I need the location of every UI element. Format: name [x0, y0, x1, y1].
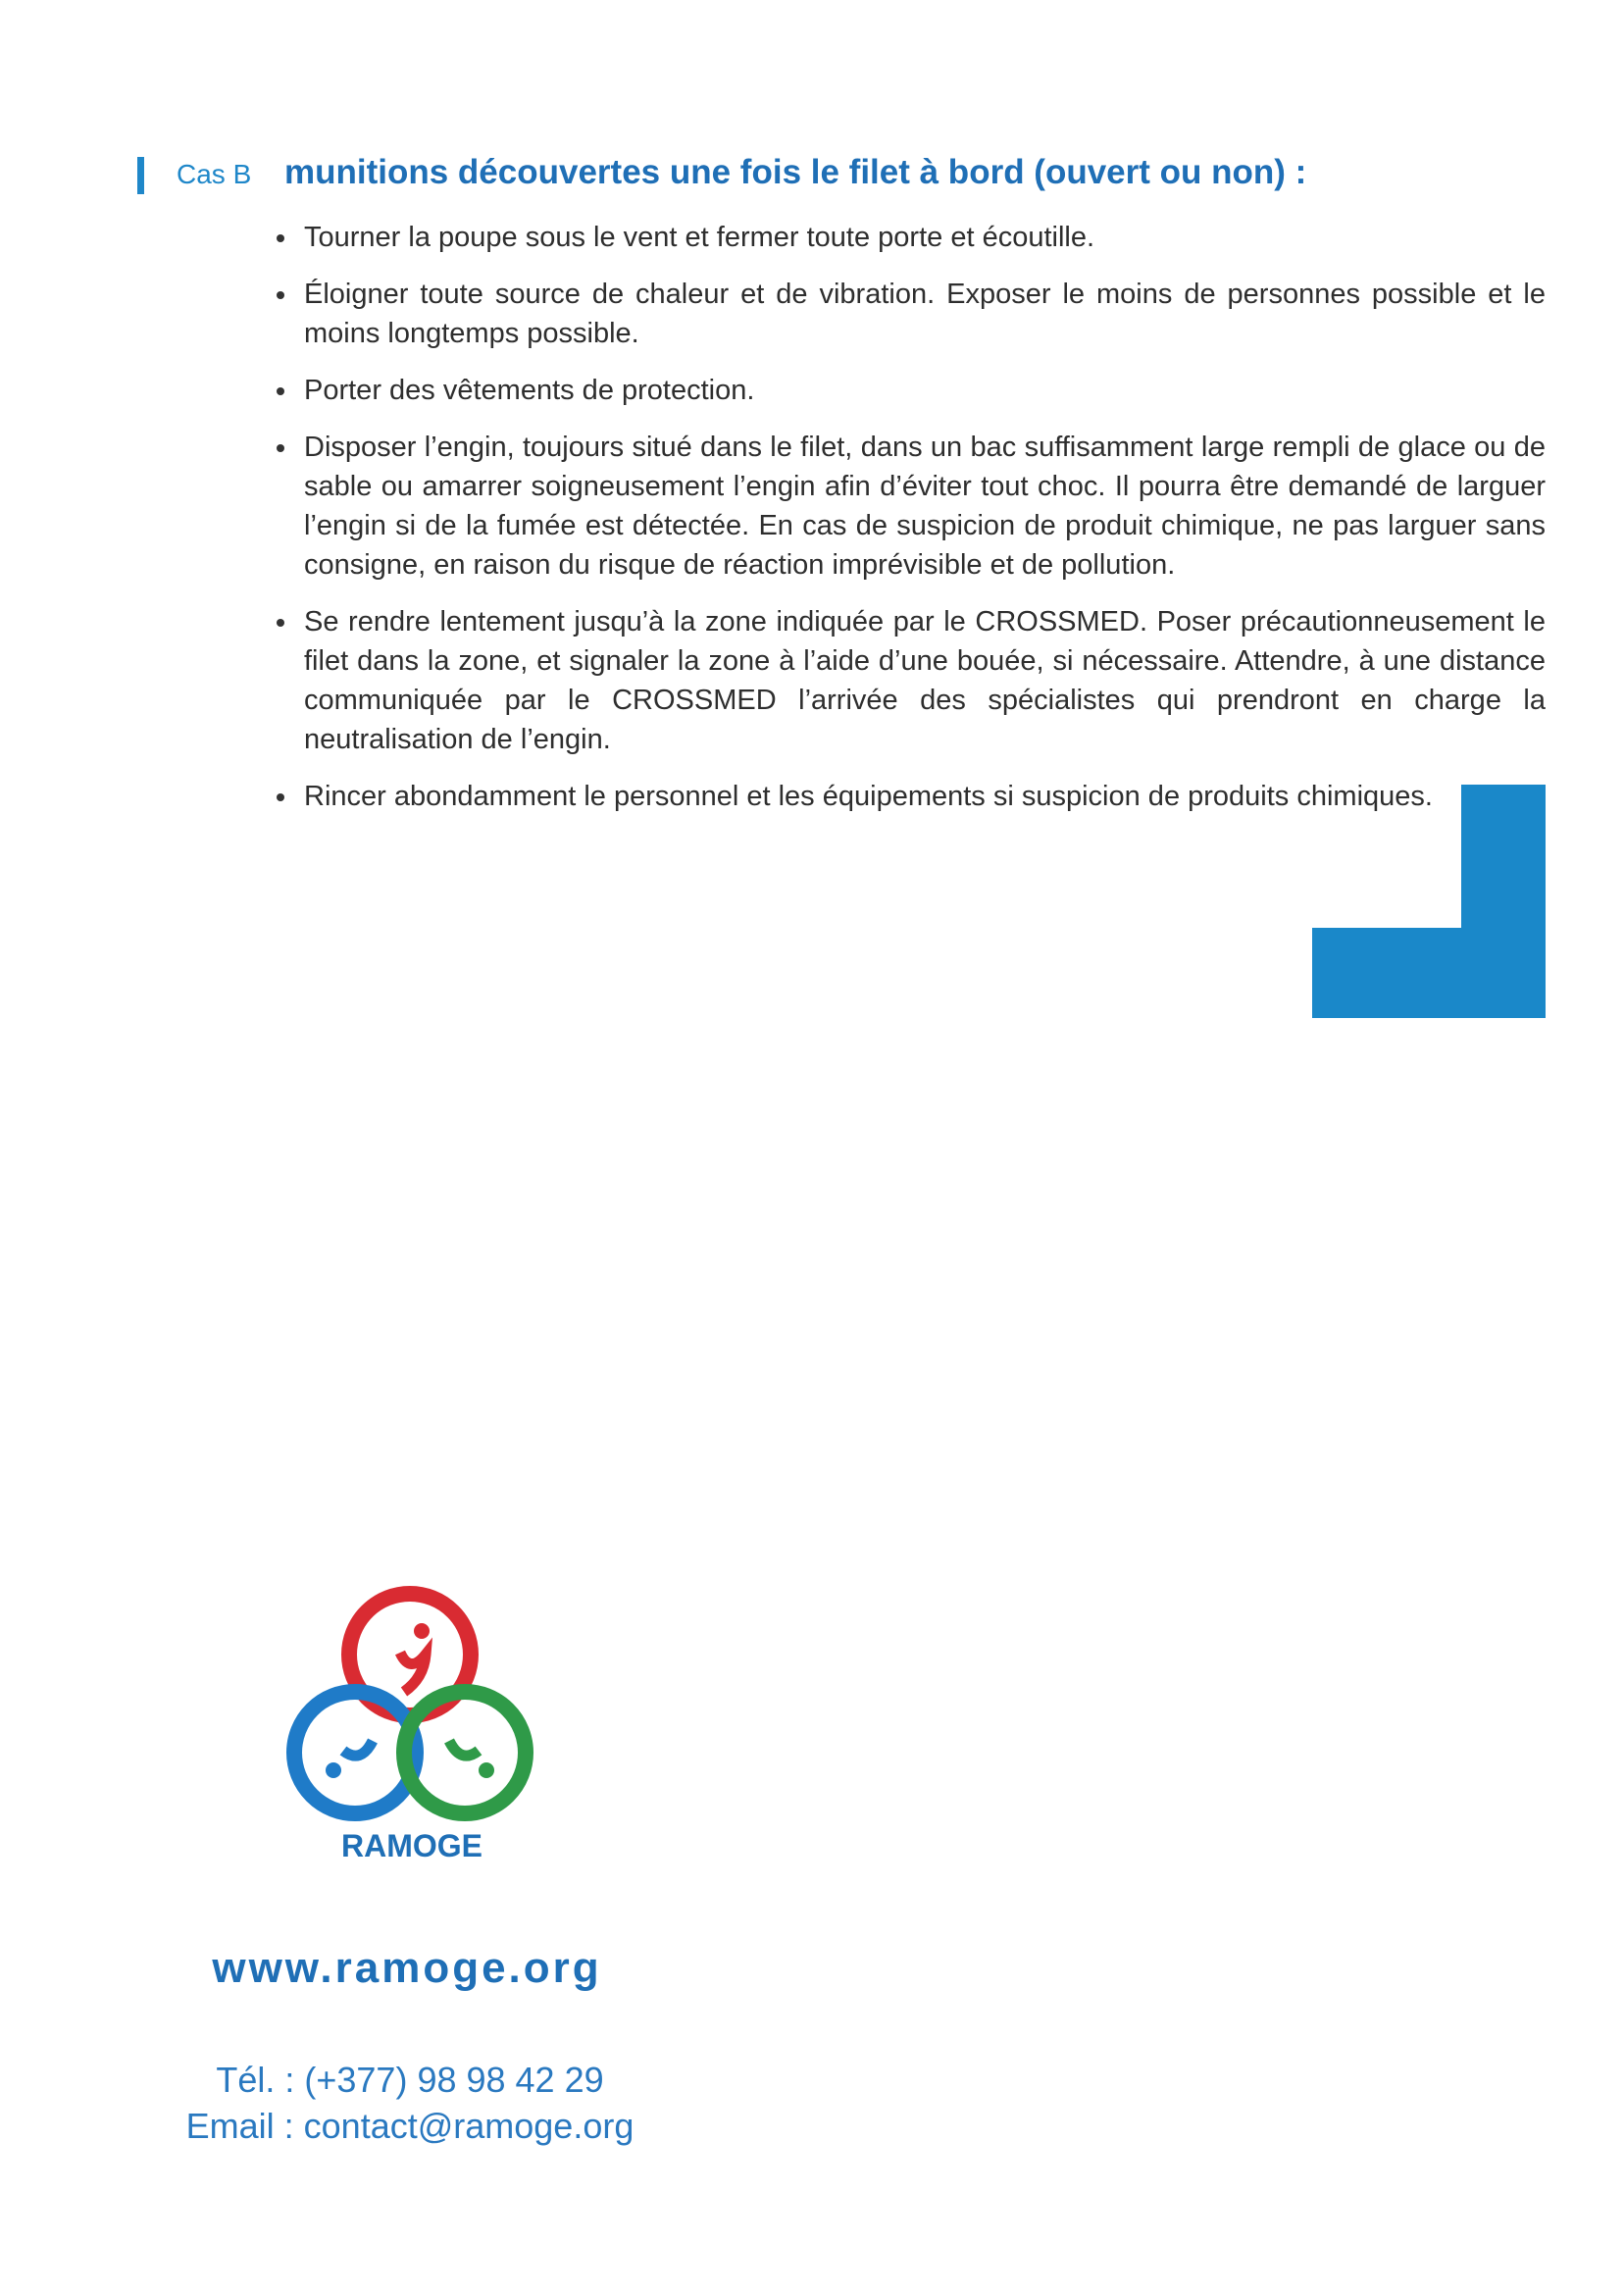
case-marker-bar — [137, 157, 144, 194]
email-link[interactable]: Email : contact@ramoge.org — [185, 2106, 634, 2146]
telephone-line: Tél. : (+377) 98 98 42 29 — [216, 2060, 604, 2100]
instruction-item: Se rendre lentement jusqu’à la zone indiquée par le CROSSMED. Poser précautionneusement le filet dans la zone, et signaler la zone à l’aide d’une bouée, si nécessaire. Attendre, à une distance communiquée par le CROSSMED l’arrivée des spécialistes qui prendront en charge la neutralisation de l’engin. — [273, 602, 1546, 759]
ramoge-rings-icon — [294, 1594, 526, 1813]
logo-text: RAMOGE — [341, 1828, 482, 1863]
corner-mark-shape — [1312, 785, 1546, 1018]
instruction-item: Porter des vêtements de protection. — [273, 371, 1546, 410]
instruction-item: Tourner la poupe sous le vent et fermer toute porte et écoutille. — [273, 218, 1546, 257]
case-label: Cas B — [177, 159, 252, 189]
case-title: munitions découvertes une fois le filet à bord (ouvert ou non) : — [284, 153, 1307, 191]
website-link[interactable]: www.ramoge.org — [212, 1944, 602, 1992]
instruction-item: Disposer l’engin, toujours situé dans le filet, dans un bac suffisamment large rempli de glace ou de sable ou amarrer soigneusement l’engin afin d’éviter tout choc. Il pourra être demandé de larguer l’engin si de la fumée est détectée. En cas de suspicion de produit chimique, ne pas larguer sans consigne, en raison du risque de réaction imprévisible et de pollution. — [273, 428, 1546, 585]
instruction-item: Rincer abondamment le personnel et les équipements si suspicion de produits chimiques. — [273, 777, 1461, 816]
instruction-item: Éloigner toute source de chaleur et de vibration. Exposer le moins de personnes possible et le moins longtemps possible. — [273, 275, 1546, 353]
instruction-list — [273, 218, 1546, 834]
ramoge-logo — [284, 1584, 539, 1868]
